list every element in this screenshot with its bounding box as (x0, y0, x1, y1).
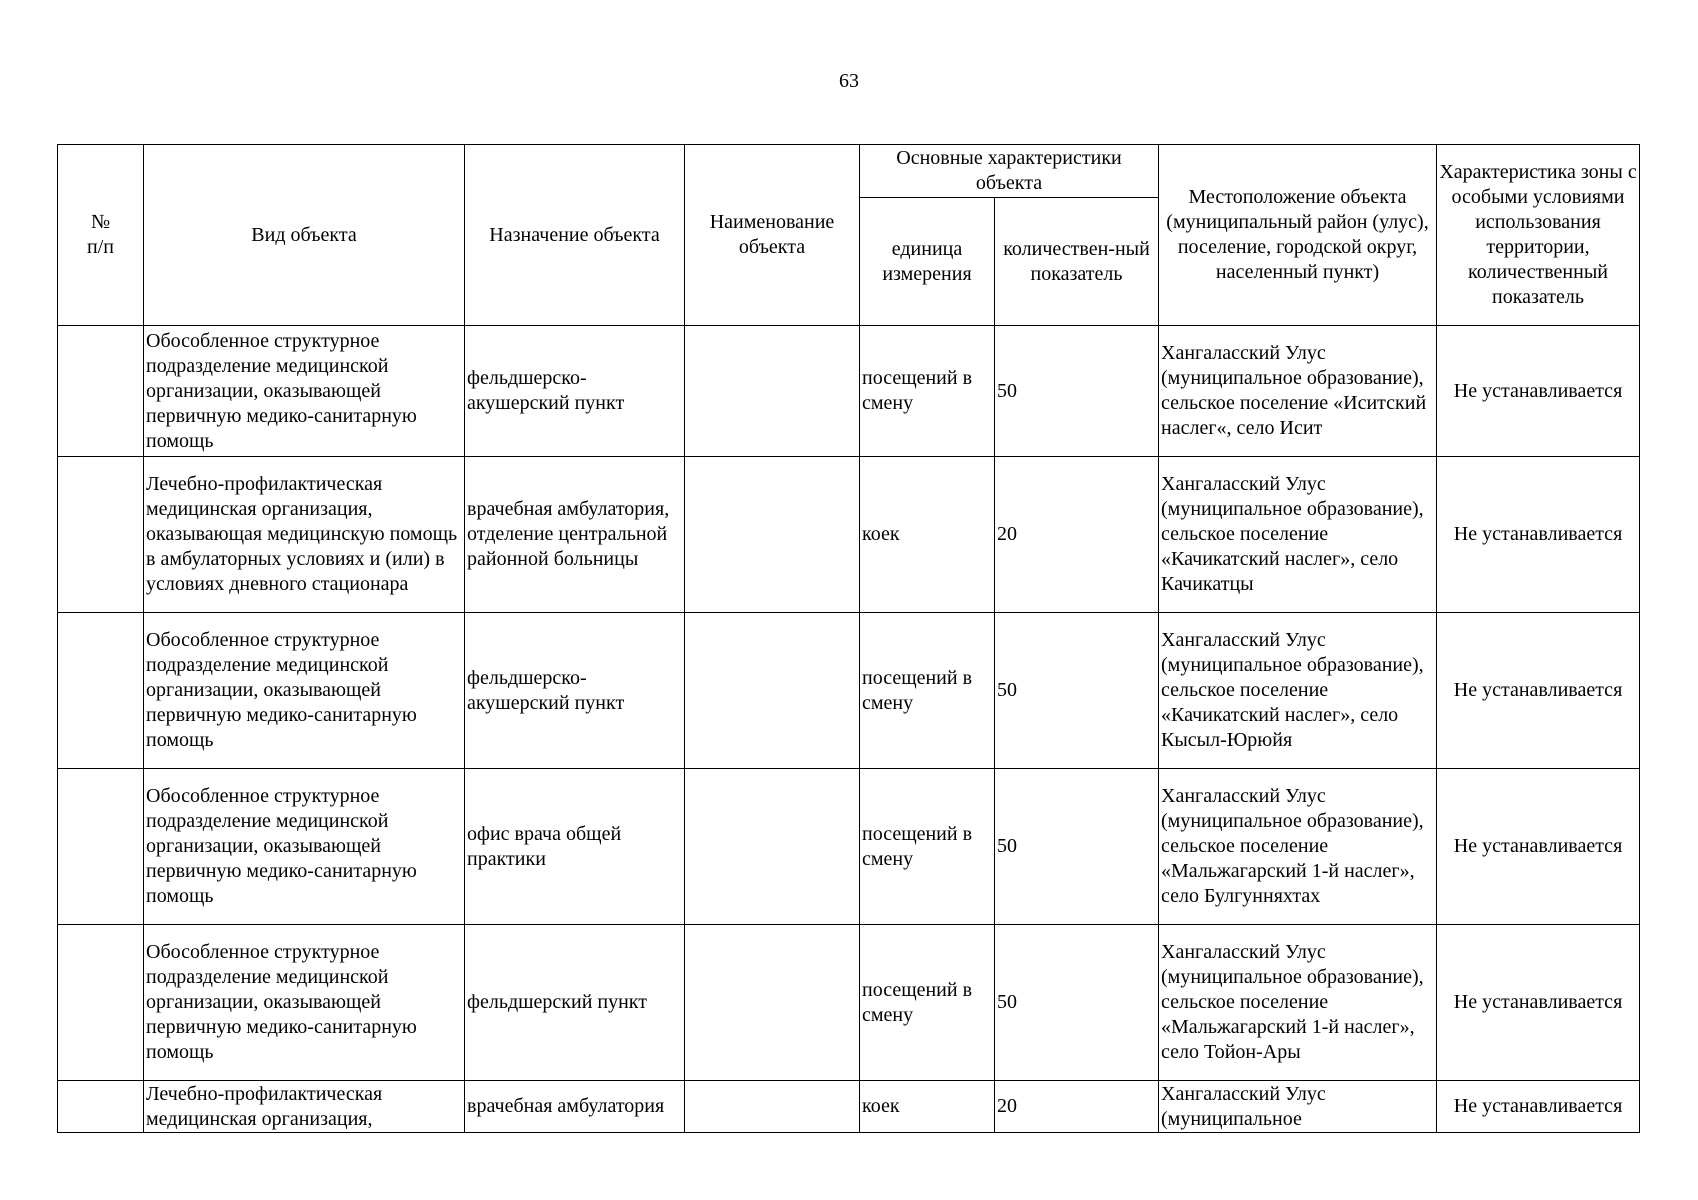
cell-object-type: Обособленное структурное подразделение медицинской организации, оказывающей первичную медико-санитарную помощь (144, 769, 465, 925)
cell-object-name (685, 613, 860, 769)
cell-object-name (685, 326, 860, 457)
table-row (58, 613, 1640, 769)
cell-unit: посещений в смену (860, 925, 995, 1081)
cell-num (58, 613, 144, 769)
cell-unit: посещений в смену (860, 769, 995, 925)
cell-object-name (685, 1081, 860, 1133)
cell-num (58, 769, 144, 925)
cell-zone: Не устанавливается (1437, 613, 1640, 769)
cell-quantity: 50 (995, 613, 1159, 769)
cell-object-purpose: врачебная амбулатория (465, 1081, 685, 1133)
cell-location: Хангаласский Улус (муниципальное образование), сельское поселение «Иситский наслег«, село Исит (1159, 326, 1437, 457)
header-unit: единица измерения (860, 198, 995, 326)
table-row (58, 326, 1640, 457)
cell-zone: Не устанавливается (1437, 326, 1640, 457)
cell-object-type: Обособленное структурное подразделение медицинской организации, оказывающей первичную медико-санитарную помощь (144, 925, 465, 1081)
cell-object-type: Лечебно-профилактическая медицинская организация, оказывающая медицинскую помощь в амбулаторных условиях и (или) в условиях дневного стационара (144, 457, 465, 613)
header-object-name: Наименование объекта (685, 145, 860, 326)
cell-zone: Не устанавливается (1437, 925, 1640, 1081)
header-location: Местоположение объекта (муниципальный район (улус), поселение, городской округ, населенный пункт) (1159, 145, 1437, 326)
table-row (58, 925, 1640, 1081)
cell-object-type: Лечебно-профилактическая медицинская организация, (144, 1081, 465, 1133)
cell-object-name (685, 769, 860, 925)
cell-location: Хангаласский Улус (муниципальное образование), сельское поселение «Мальжагарский 1-й наслег», село Булгунняхтах (1159, 769, 1437, 925)
cell-location: Хангаласский Улус (муниципальное образование), сельское поселение «Качикатский наслег», село Кысыл-Юрюйя (1159, 613, 1437, 769)
header-object-purpose: Назначение объекта (465, 145, 685, 326)
cell-unit: посещений в смену (860, 326, 995, 457)
cell-zone: Не устанавливается (1437, 457, 1640, 613)
cell-object-purpose: фельдшерский пункт (465, 925, 685, 1081)
cell-unit: посещений в смену (860, 613, 995, 769)
cell-object-name (685, 457, 860, 613)
cell-num (58, 1081, 144, 1133)
header-object-type: Вид объекта (144, 145, 465, 326)
objects-table (57, 144, 1640, 1133)
header-quantity: количествен-ный показатель (995, 198, 1159, 326)
table-row (58, 457, 1640, 613)
table-header (58, 145, 1640, 326)
header-main-characteristics: Основные характеристики объекта (860, 145, 1159, 198)
cell-unit: коек (860, 1081, 995, 1133)
cell-quantity: 20 (995, 457, 1159, 613)
cell-location: Хангаласский Улус (муниципальное (1159, 1081, 1437, 1133)
cell-quantity: 50 (995, 326, 1159, 457)
cell-zone: Не устанавливается (1437, 1081, 1640, 1133)
cell-quantity: 50 (995, 769, 1159, 925)
cell-quantity: 20 (995, 1081, 1159, 1133)
cell-object-purpose: офис врача общей практики (465, 769, 685, 925)
cell-object-purpose: фельдшерско-акушерский пункт (465, 326, 685, 457)
cell-num (58, 925, 144, 1081)
table-body (58, 326, 1640, 1133)
table-row (58, 769, 1640, 925)
cell-num (58, 457, 144, 613)
cell-object-type: Обособленное структурное подразделение медицинской организации, оказывающей первичную медико-санитарную помощь (144, 613, 465, 769)
cell-object-purpose: врачебная амбулатория, отделение центральной районной больницы (465, 457, 685, 613)
cell-location: Хангаласский Улус (муниципальное образование), сельское поселение «Мальжагарский 1-й наслег», село Тойон-Ары (1159, 925, 1437, 1081)
cell-object-purpose: фельдшерско-акушерский пункт (465, 613, 685, 769)
cell-num (58, 326, 144, 457)
header-num: № п/п (58, 145, 144, 326)
cell-quantity: 50 (995, 925, 1159, 1081)
cell-object-name (685, 925, 860, 1081)
cell-unit: коек (860, 457, 995, 613)
header-zone: Характеристика зоны с особыми условиями использования территории, количественный показатель (1437, 145, 1640, 326)
cell-location: Хангаласский Улус (муниципальное образование), сельское поселение «Качикатский наслег», село Качикатцы (1159, 457, 1437, 613)
page-number: 63 (839, 70, 859, 92)
cell-object-type: Обособленное структурное подразделение медицинской организации, оказывающей первичную медико-санитарную помощь (144, 326, 465, 457)
cell-zone: Не устанавливается (1437, 769, 1640, 925)
table-row (58, 1081, 1640, 1133)
